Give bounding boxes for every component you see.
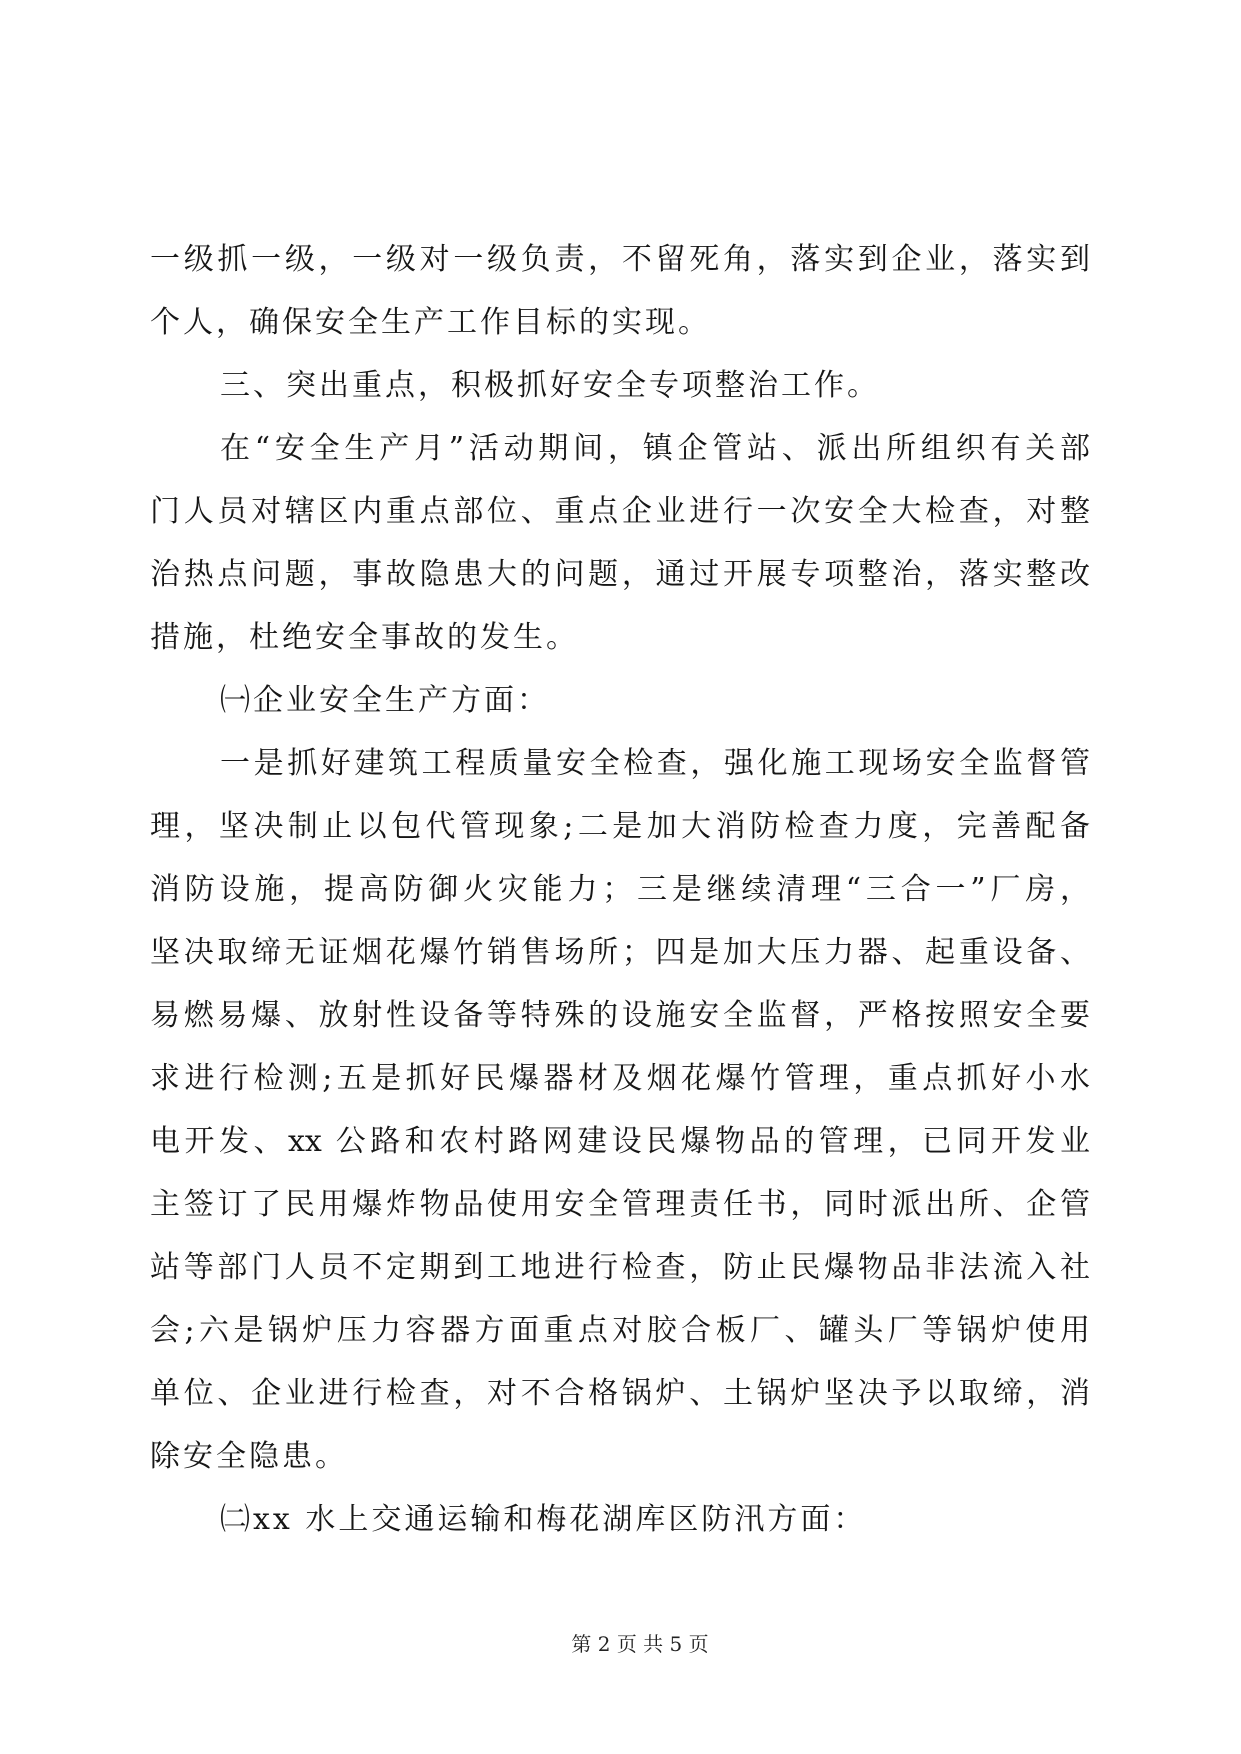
text-line: 电开发、xx 公路和农村路网建设民爆物品的管理，已同开发业 <box>150 1124 1090 1159</box>
page-number-footer: 第 2 页 共 5 页 <box>571 1632 709 1656</box>
text-line: 除安全隐患。 <box>150 1439 348 1474</box>
text-line: 站等部门人员不定期到工地进行检查，防止民爆物品非法流入社 <box>150 1250 1090 1285</box>
text-line: 易燃易爆、放射性设备等特殊的设施安全监督，严格按照安全要 <box>150 998 1090 1033</box>
text-line: 门人员对辖区内重点部位、重点企业进行一次安全大检查，对整 <box>150 494 1090 529</box>
text-line: 会;六是锅炉压力容器方面重点对胶合板厂、罐头厂等锅炉使用 <box>150 1313 1090 1348</box>
text-line: 一是抓好建筑工程质量安全检查，强化施工现场安全监督管 <box>220 746 1090 781</box>
text-line: 个人，确保安全生产工作目标的实现。 <box>150 305 711 340</box>
text-line: 措施，杜绝安全事故的发生。 <box>150 620 579 655</box>
text-line: 主签订了民用爆炸物品使用安全管理责任书，同时派出所、企管 <box>150 1187 1090 1222</box>
text-line: 治热点问题，事故隐患大的问题，通过开展专项整治，落实整改 <box>150 557 1090 592</box>
text-line: 求进行检测;五是抓好民爆器材及烟花爆竹管理，重点抓好小水 <box>150 1061 1090 1096</box>
subsection-heading: ㈠企业安全生产方面： <box>220 683 550 718</box>
text-line: 一级抓一级，一级对一级负责，不留死角，落实到企业，落实到 <box>150 242 1090 277</box>
text-line: 单位、企业进行检查，对不合格锅炉、土锅炉坚决予以取缔，消 <box>150 1376 1090 1411</box>
section-heading: 三、突出重点，积极抓好安全专项整治工作。 <box>220 368 880 403</box>
text-line: 在“安全生产月”活动期间，镇企管站、派出所组织有关部 <box>220 431 1090 466</box>
text-line: 消防设施，提高防御火灾能力；三是继续清理“三合一”厂房， <box>150 872 1090 907</box>
subsection-heading: ㈡xx 水上交通运输和梅花湖库区防汛方面： <box>220 1502 867 1537</box>
document-body <box>150 228 1090 1551</box>
text-line: 坚决取缔无证烟花爆竹销售场所；四是加大压力器、起重设备、 <box>150 935 1090 970</box>
text-line: 理，坚决制止以包代管现象;二是加大消防检查力度，完善配备 <box>150 809 1090 844</box>
